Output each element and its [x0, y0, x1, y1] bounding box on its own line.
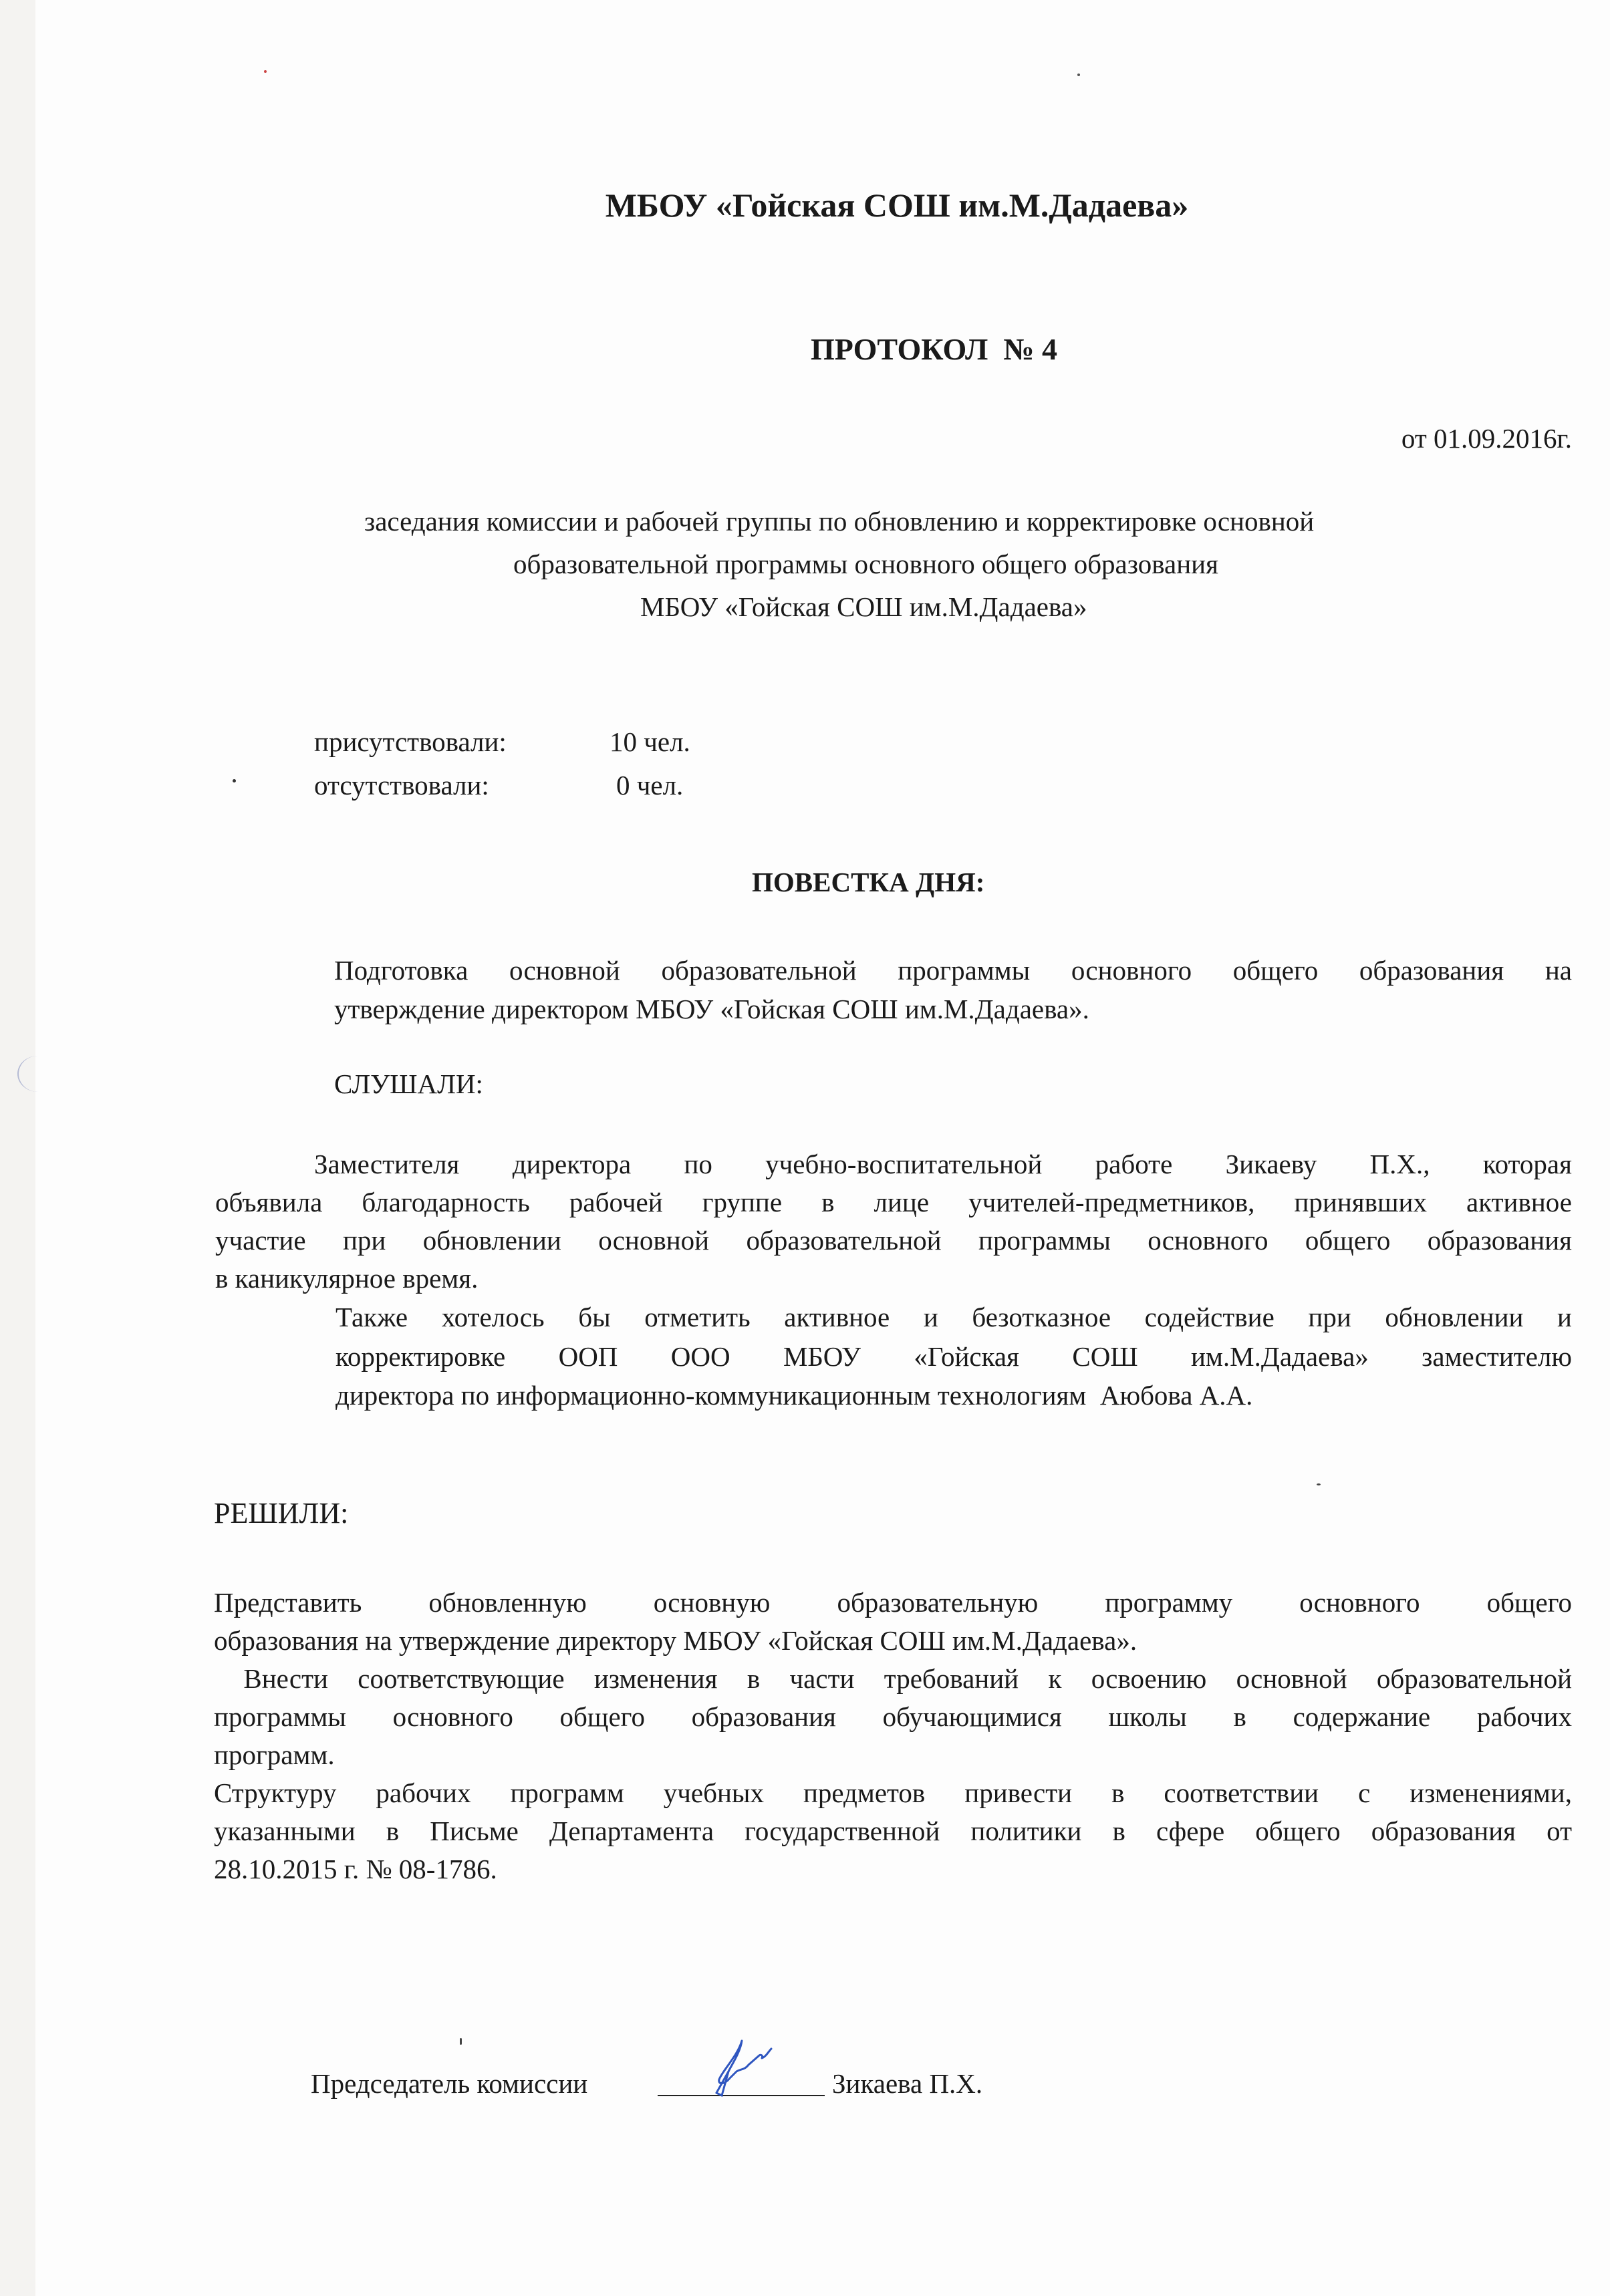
- present-label: присутствовали:: [314, 726, 507, 757]
- subject-line-3: МБОУ «Гойская СОШ им.М.Дадаева»: [640, 591, 1087, 622]
- heard-p1-line-3: участие при обновлении основной образовательной программы основного общего образования: [215, 1225, 1572, 1256]
- subject-line-1: заседания комиссии и рабочей группы по обновлению и корректировке основной: [364, 506, 1315, 537]
- scan-speck: [264, 70, 267, 73]
- absent-value: 0 чел.: [616, 770, 684, 801]
- decided-p3-line-1: Структуру рабочих программ учебных предметов привести в соответствии с изменениями,: [214, 1777, 1572, 1808]
- heard-p1-line-1: Заместителя директора по учебно-воспитательной работе Зикаеву П.Х., которая: [314, 1149, 1572, 1179]
- handwritten-signature-icon: [702, 2031, 789, 2098]
- scan-speck: [1317, 1483, 1321, 1485]
- heard-p1-line-2: объявила благодарность рабочей группе в лице учителей-предметников, принявших активное: [215, 1187, 1572, 1217]
- decided-p2-line-2: программы основного общего образования обучающимися школы в содержание рабочих: [214, 1701, 1572, 1732]
- decided-p3-line-2: указанными в Письме Департамента государственной политики в сфере общего образования от: [214, 1816, 1572, 1846]
- heard-p2-line-3: директора по информационно-коммуникационным технологиям Аюбова А.А.: [336, 1380, 1253, 1411]
- scan-edge-strip: [0, 0, 35, 2296]
- agenda-line-2: утверждение директором МБОУ «Гойская СОШ им.М.Дадаева».: [334, 994, 1089, 1024]
- decided-p2-line-3: программ.: [214, 1739, 335, 1770]
- scan-mark: [17, 1056, 59, 1092]
- absent-label: отсутствовали:: [314, 770, 489, 801]
- signature-role: Председатель комиссии: [311, 2068, 588, 2099]
- decided-heading: РЕШИЛИ:: [214, 1497, 349, 1530]
- scan-speck: [1077, 74, 1080, 76]
- decided-p2-line-1: Внести соответствующие изменения в части требований к освоению основной образовательной: [214, 1663, 1573, 1694]
- decided-p1-line-1: Представить обновленную основную образовательную программу основного общего: [214, 1587, 1572, 1618]
- agenda-heading: ПОВЕСТКА ДНЯ:: [752, 867, 985, 897]
- protocol-date: от 01.09.2016г.: [1401, 423, 1572, 454]
- agenda-line-1: Подготовка основной образовательной программы основного общего образования на: [334, 955, 1572, 986]
- decided-p1-line-2: образования на утверждение директору МБОУ «Гойская СОШ им.М.Дадаева».: [214, 1625, 1137, 1656]
- protocol-title: ПРОТОКОЛ № 4: [811, 332, 1057, 366]
- subject-line-2: образовательной программы основного общего образования: [513, 549, 1218, 579]
- signature-name: Зикаева П.Х.: [832, 2068, 983, 2099]
- present-value: 10 чел.: [610, 726, 690, 757]
- scan-speck: [233, 779, 236, 782]
- heard-p1-line-4: в каникулярное время.: [215, 1263, 479, 1294]
- decided-p3-line-3: 28.10.2015 г. № 08-1786.: [214, 1854, 497, 1884]
- heard-heading: СЛУШАЛИ:: [334, 1068, 483, 1099]
- org-title: МБОУ «Гойская СОШ им.М.Дадаева»: [605, 186, 1189, 224]
- heard-p2-line-2: корректировке ООП ООО МБОУ «Гойская СОШ им.М.Дадаева» заместителю: [336, 1341, 1572, 1372]
- scan-speck: [460, 2038, 462, 2045]
- heard-p2-line-1: Также хотелось бы отметить активное и безотказное содействие при обновлении и: [336, 1302, 1572, 1332]
